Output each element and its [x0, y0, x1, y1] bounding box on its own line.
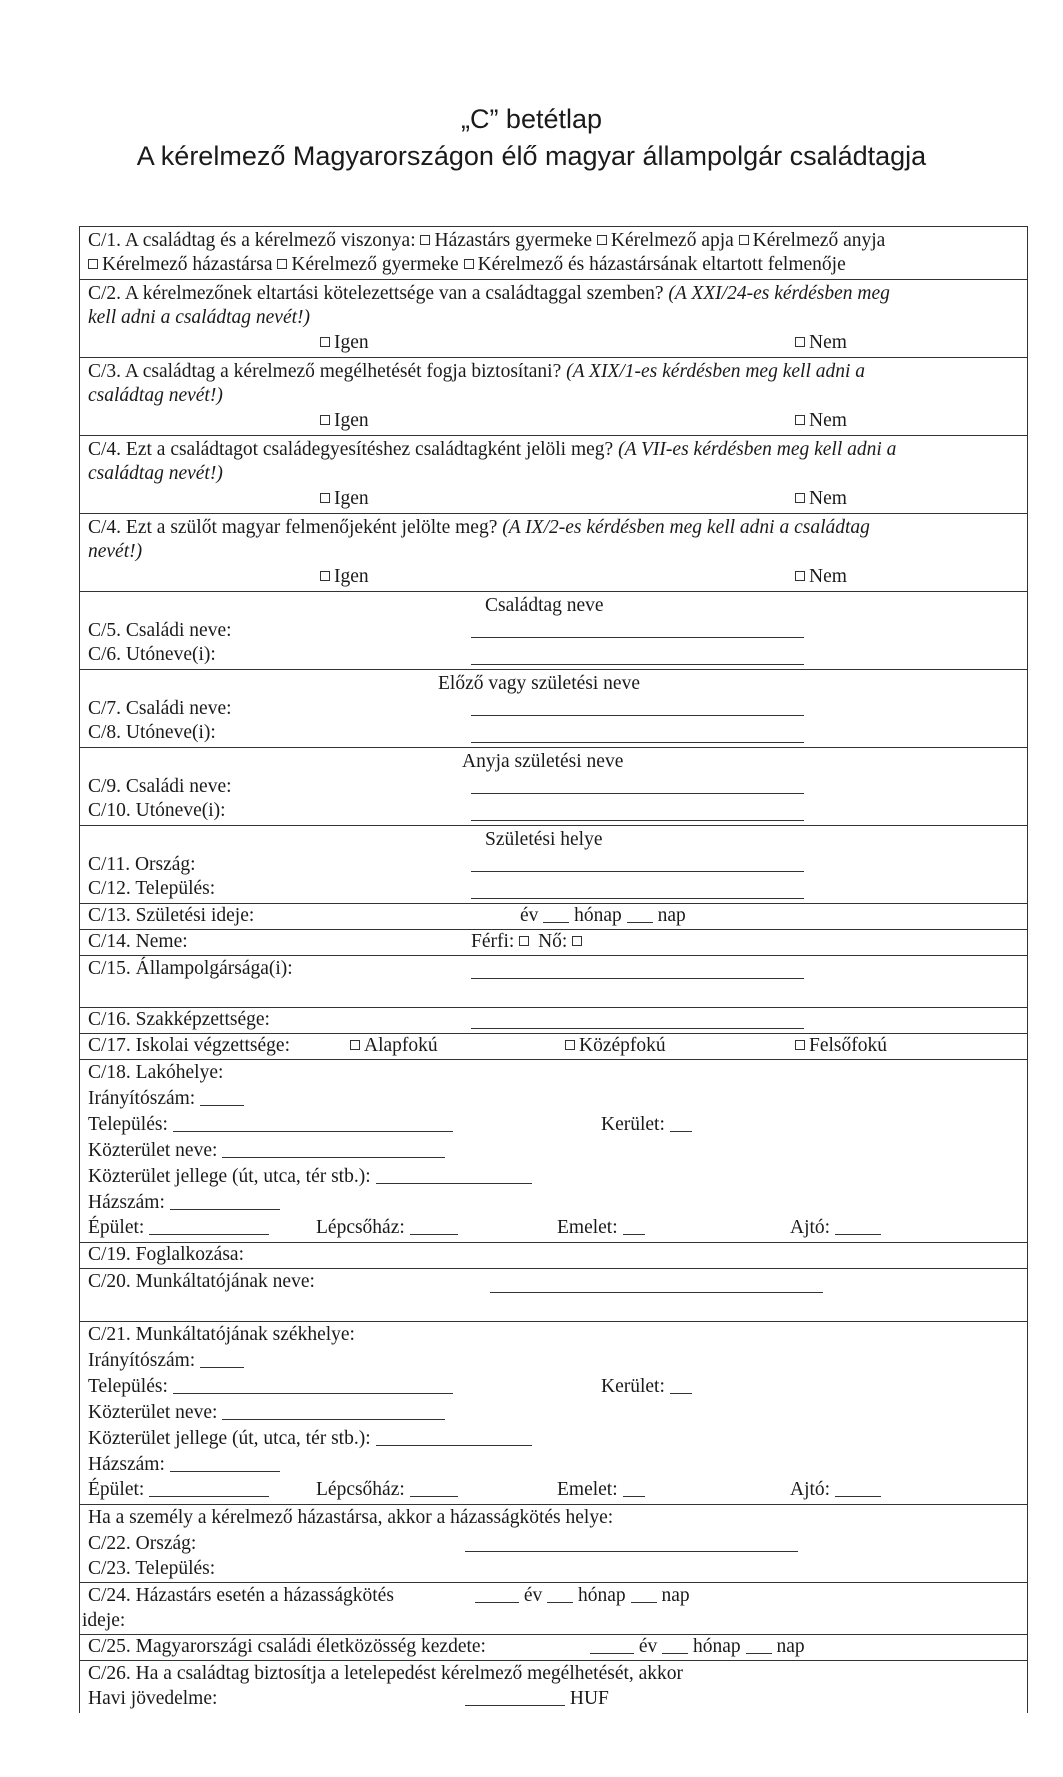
marriage-place-section [80, 1505, 1027, 1583]
c24-month-input[interactable] [547, 1585, 573, 1603]
c1-option-0[interactable]: Házastárs gyermeke [420, 230, 592, 251]
c21-building-input[interactable] [149, 1479, 269, 1497]
c21-town-input[interactable] [173, 1376, 453, 1394]
c18-section [80, 1060, 1027, 1243]
c10-label: C/10. Utóneve(i): [88, 800, 226, 821]
c21-house-input[interactable] [170, 1454, 280, 1472]
c21-label: C/21. Munkáltatójának székhelye: [88, 1324, 355, 1345]
c4a-note: (A VII-es kérdésben meg kell adni a [618, 439, 897, 460]
c14-female[interactable]: Nő: [538, 931, 586, 952]
c16-label: C/16. Szakképzettsége: [88, 1009, 270, 1030]
c20-input[interactable] [490, 1292, 823, 1293]
c18-floor-input[interactable] [623, 1217, 645, 1235]
checkbox-icon[interactable] [277, 259, 287, 269]
c4a-section [80, 436, 1027, 514]
c7-label: C/7. Családi neve: [88, 698, 232, 719]
c1-option-2[interactable]: Kérelmező anyja [739, 230, 886, 251]
c6-label: C/6. Utóneve(i): [88, 644, 216, 665]
c3-yes[interactable]: Igen [320, 409, 369, 433]
c4a-yes[interactable]: Igen [320, 487, 369, 511]
c18-district-input[interactable] [670, 1114, 692, 1132]
c3-question: C/3. A családtag a kérelmező megélhetését fogja biztosítani? [88, 361, 562, 382]
c25-year-input[interactable] [590, 1636, 634, 1654]
c21-door-label: Ajtó: [790, 1479, 831, 1500]
checkbox-icon[interactable] [420, 235, 430, 245]
c18-town-input[interactable] [173, 1114, 453, 1132]
c14-male[interactable]: Férfi: [471, 931, 533, 952]
c4b-section [80, 514, 1027, 592]
c5-label: C/5. Családi neve: [88, 620, 232, 641]
c16-section [80, 1008, 1027, 1034]
c5-input[interactable] [471, 637, 804, 638]
prev-name-section [80, 670, 1027, 748]
c21-stair-input[interactable] [410, 1479, 458, 1497]
c21-house-label: Házszám: [88, 1454, 165, 1475]
c13-year-input[interactable] [543, 905, 569, 923]
checkbox-icon[interactable] [795, 493, 805, 503]
checkbox-icon[interactable] [320, 571, 330, 581]
checkbox-icon[interactable] [795, 571, 805, 581]
c1-section [80, 227, 1027, 280]
c4b-no[interactable]: Nem [795, 565, 847, 589]
c1-label: C/1. A családtag és a kérelmező viszonya: [88, 230, 416, 251]
c21-street-type-input[interactable] [376, 1428, 532, 1446]
c14-section [80, 930, 1027, 956]
c3-note-cont: családtag nevét!) [88, 385, 223, 406]
c14-label: C/14. Neme: [88, 931, 188, 952]
c16-input[interactable] [471, 1028, 804, 1029]
c26-label: C/26. Ha a családtag biztosítja a letelepedést kérelmező megélhetését, akkor [88, 1663, 684, 1684]
c17-option-higher[interactable]: Felsőfokú [795, 1034, 887, 1058]
checkbox-icon[interactable] [597, 235, 607, 245]
c19-label: C/19. Foglalkozása: [88, 1244, 244, 1265]
c26-income-input[interactable] [465, 1688, 565, 1706]
c18-label: C/18. Lakóhelye: [88, 1062, 224, 1083]
c12-label: C/12. Település: [88, 878, 216, 899]
c18-street-input[interactable] [222, 1140, 445, 1158]
birthplace-heading: Születési helye [485, 829, 603, 850]
c24-year-input[interactable] [475, 1585, 519, 1603]
checkbox-icon[interactable] [739, 235, 749, 245]
checkbox-icon[interactable] [795, 415, 805, 425]
checkbox-icon[interactable] [519, 936, 529, 946]
c12-input[interactable] [471, 898, 804, 899]
c25-day-input[interactable] [746, 1636, 772, 1654]
c18-town-label: Település: [88, 1114, 168, 1135]
form-table [79, 226, 1028, 1713]
c15-section [80, 956, 1027, 1008]
own-name-section [80, 592, 1027, 670]
c26-section [80, 1661, 1027, 1713]
c18-door-input[interactable] [835, 1217, 881, 1235]
checkbox-icon[interactable] [572, 936, 582, 946]
mother-name-section [80, 748, 1027, 826]
c18-zip-input[interactable] [200, 1088, 244, 1106]
c18-building-label: Épület: [88, 1217, 145, 1238]
form-title-line1: „C” betétlap [460, 104, 603, 134]
form-title-line2: A kérelmező Magyarországon élő magyar állampolgár családtagja [136, 141, 927, 171]
c21-section [80, 1322, 1027, 1505]
c24-section [80, 1583, 1027, 1635]
c18-stair-input[interactable] [410, 1217, 458, 1235]
c20-section [80, 1269, 1027, 1322]
c4a-note-cont: családtag nevét!) [88, 463, 223, 484]
c18-street-label: Közterület neve: [88, 1140, 218, 1161]
c2-note-cont: kell adni a családtag nevét!) [88, 307, 311, 328]
c2-question: C/2. A kérelmezőnek eltartási kötelezettsége van a családtaggal szemben? [88, 283, 664, 304]
c21-town-label: Település: [88, 1376, 168, 1397]
c13-month-input[interactable] [627, 905, 653, 923]
c21-door-input[interactable] [835, 1479, 881, 1497]
c8-label: C/8. Utóneve(i): [88, 722, 216, 743]
c7-input[interactable] [471, 715, 804, 716]
c17-section [80, 1034, 1027, 1060]
c25-section [80, 1635, 1027, 1661]
c24-label: C/24. Házastárs esetén a házasságkötés [88, 1585, 394, 1606]
c24-label-cont: ideje: [82, 1610, 126, 1631]
c18-floor-label: Emelet: [557, 1217, 618, 1238]
c13-date[interactable]: év hónap nap [520, 905, 686, 926]
c4b-note-cont: nevét!) [88, 541, 143, 562]
checkbox-icon[interactable] [464, 259, 474, 269]
c21-stair-label: Lépcsőház: [316, 1479, 405, 1500]
c13-label: C/13. Születési ideje: [88, 905, 255, 926]
checkbox-icon[interactable] [795, 337, 805, 347]
checkbox-icon[interactable] [350, 1040, 360, 1050]
c21-district-input[interactable] [670, 1376, 692, 1394]
c6-input[interactable] [471, 664, 804, 665]
c18-house-input[interactable] [170, 1192, 280, 1210]
c21-street-type-label: Közterület jellege (út, utca, tér stb.): [88, 1428, 371, 1449]
c4a-no[interactable]: Nem [795, 487, 847, 511]
c21-building-label: Épület: [88, 1479, 145, 1500]
prev-name-heading: Előző vagy születési neve [438, 673, 640, 694]
checkbox-icon[interactable] [565, 1040, 575, 1050]
c17-option-basic[interactable]: Alapfokú [350, 1034, 438, 1058]
c18-zip-label: Irányítószám: [88, 1088, 196, 1109]
c26-income-label: Havi jövedelme: [88, 1688, 218, 1709]
c10-input[interactable] [471, 820, 804, 821]
mother-name-heading: Anyja születési neve [462, 751, 624, 772]
c15-label: C/15. Állampolgársága(i): [88, 958, 293, 979]
c17-option-secondary[interactable]: Középfokú [565, 1034, 666, 1058]
birthplace-section [80, 826, 1027, 904]
c25-month-input[interactable] [662, 1636, 688, 1654]
c21-district-label: Kerület: [601, 1376, 665, 1397]
c23-label: C/23. Település: [88, 1558, 216, 1579]
c18-stair-label: Lépcsőház: [316, 1217, 405, 1238]
c19-section [80, 1243, 1027, 1269]
c24-day-input[interactable] [631, 1585, 657, 1603]
c21-floor-label: Emelet: [557, 1479, 618, 1500]
c25-label: C/25. Magyarországi családi életközösség kezdete: [88, 1636, 486, 1657]
c2-no[interactable]: Nem [795, 331, 847, 355]
c25-date[interactable]: év hónap nap [590, 1635, 805, 1659]
c24-date[interactable]: év hónap nap [475, 1584, 690, 1608]
c9-input[interactable] [471, 793, 804, 794]
c15-input[interactable] [471, 978, 804, 979]
checkbox-icon[interactable] [88, 259, 98, 269]
c4a-question: C/4. Ezt a családtagot családegyesítéshez családtagként jelöli meg? [88, 439, 614, 460]
checkbox-icon[interactable] [795, 1040, 805, 1050]
c1-option-3[interactable]: Kérelmező házastársa [88, 254, 273, 275]
c21-zip-input[interactable] [200, 1350, 244, 1368]
checkbox-icon[interactable] [320, 493, 330, 503]
c2-note: (A XXI/24-es kérdésben meg [668, 283, 890, 304]
c22-input[interactable] [465, 1551, 798, 1552]
c11-input[interactable] [471, 871, 804, 872]
c1-option-4[interactable]: Kérelmező gyermeke [277, 254, 458, 275]
c4b-yes[interactable]: Igen [320, 565, 369, 589]
c18-street-type-label: Közterület jellege (út, utca, tér stb.): [88, 1166, 371, 1187]
c3-note: (A XIX/1-es kérdésben meg kell adni a [566, 361, 866, 382]
c18-house-label: Házszám: [88, 1192, 165, 1213]
c8-input[interactable] [471, 742, 804, 743]
c3-section [80, 358, 1027, 436]
c18-district-label: Kerület: [601, 1114, 665, 1135]
c18-door-label: Ajtó: [790, 1217, 831, 1238]
c4b-note: (A IX/2-es kérdésben meg kell adni a családtag [502, 517, 870, 538]
c3-no[interactable]: Nem [795, 409, 847, 433]
c17-label: C/17. Iskolai végzettsége: [88, 1035, 290, 1056]
c2-yes[interactable]: Igen [320, 331, 369, 355]
c21-street-input[interactable] [222, 1402, 445, 1420]
c20-label: C/20. Munkáltatójának neve: [88, 1271, 315, 1292]
c18-building-input[interactable] [149, 1217, 269, 1235]
c1-option-5[interactable]: Kérelmező és házastársának eltartott felmenője [464, 254, 846, 275]
c4b-question: C/4. Ezt a szülőt magyar felmenőjeként jelölte meg? [88, 517, 498, 538]
c26-income[interactable]: HUF [465, 1687, 609, 1711]
c13-section [80, 904, 1027, 930]
checkbox-icon[interactable] [320, 415, 330, 425]
checkbox-icon[interactable] [320, 337, 330, 347]
c21-zip-label: Irányítószám: [88, 1350, 196, 1371]
c22-label: C/22. Ország: [88, 1533, 197, 1554]
marriage-intro: Ha a személy a kérelmező házastársa, akkor a házasságkötés helye: [88, 1507, 614, 1528]
c2-section [80, 280, 1027, 358]
c21-street-label: Közterület neve: [88, 1402, 218, 1423]
c11-label: C/11. Ország: [88, 854, 196, 875]
own-name-heading: Családtag neve [485, 595, 604, 616]
c21-floor-input[interactable] [623, 1479, 645, 1497]
c1-option-1[interactable]: Kérelmező apja [597, 230, 734, 251]
c9-label: C/9. Családi neve: [88, 776, 232, 797]
c18-street-type-input[interactable] [376, 1166, 532, 1184]
